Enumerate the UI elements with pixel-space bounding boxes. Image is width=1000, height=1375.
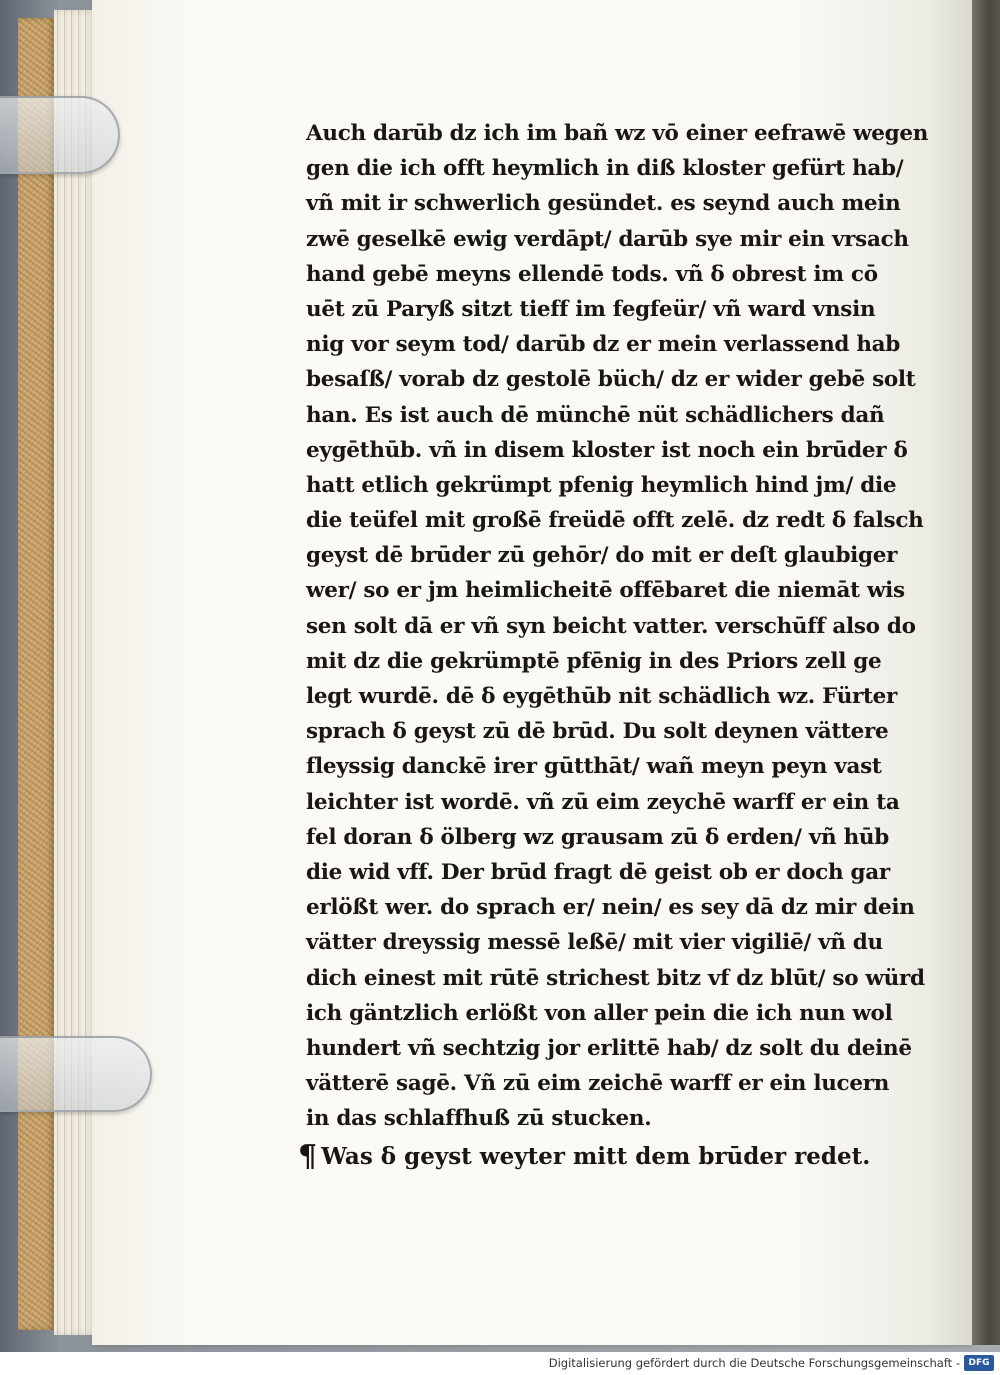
text-block xyxy=(298,116,929,1176)
cardboard-binding xyxy=(18,18,56,1330)
footer-credit: Digitalisierung gefördert durch die Deutsche Forschungsgemeinschaft - xyxy=(548,1356,960,1370)
text-line: fleyssig danckē irer gūtthāt/ wañ meyn peyn vast xyxy=(306,754,882,780)
text-line: eygēthūb. vñ in disem kloster ist noch ein brūder ẟ xyxy=(306,437,908,463)
book-gutter xyxy=(972,0,1000,1345)
text-line: gen die ich offt heymlich in diß kloster gefürt hab/ xyxy=(306,156,904,182)
text-line: dich einest mit rūtē strichest bitz vf dz blūt/ so würd xyxy=(306,965,925,991)
text-line: geyst dē brūder zū gehōr/ do mit er deſt glaubiger xyxy=(306,543,898,569)
page-clip-bottom xyxy=(0,1036,152,1112)
dfg-logo: DFG xyxy=(964,1355,994,1371)
text-line: nig vor seym tod/ darūb dz er mein verlassend hab xyxy=(306,332,901,358)
text-line: besaſß/ vorab dz gestolē büch/ dz er wider gebē solt xyxy=(306,367,916,393)
text-line: wer/ so er jm heimlicheitē offēbaret die niemāt wis xyxy=(306,578,905,604)
text-line: die wid vff. Der brūd fragt dē geist ob er doch gar xyxy=(306,859,890,885)
section-heading-text: Was ẟ geyst weyter mitt dem brūder redet. xyxy=(321,1143,871,1171)
text-line: Auch darūb dz ich im bañ wz vō einer eefrawē wegen xyxy=(306,121,929,146)
text-line: zwē geselkē ewig verdāpt/ darūb sye mir ein vrsach xyxy=(306,226,909,252)
pilcrow-icon: ¶ xyxy=(298,1139,318,1175)
text-line: vätterē sagē. Vñ zū eim zeichē warff er ein lucern xyxy=(306,1071,890,1097)
text-line: vätter dreyssig messē leßē/ mit vier vigiliē/ vñ du xyxy=(306,930,883,956)
text-line: han. Es ist auch dē münchē nüt schädlichers dañ xyxy=(306,402,885,428)
section-heading xyxy=(298,1138,918,1176)
text-line: sen solt dā er vñ syn beicht vatter. verschūff also do xyxy=(306,613,916,639)
text-line: legt wurdē. dē ẟ eygēthūb nit schädlich wz. Fürter xyxy=(306,684,898,709)
text-line: in das schlaffhuß zū stucken. xyxy=(306,1106,652,1132)
page-clip-top xyxy=(0,96,120,174)
text-line: hatt etlich gekrümpt pfenig heymlich hind jm/ die xyxy=(306,472,897,498)
footer-bar xyxy=(0,1352,1000,1375)
text-line: hand gebē meyns ellendē tods. vñ ẟ obrest im cō xyxy=(306,261,878,287)
text-line: fel doran ẟ ölberg wz grausam zū ẟ erden/ vñ hūb xyxy=(306,824,889,850)
text-line: leichter ist wordē. vñ zū eim zeychē warff er ein ta xyxy=(306,789,900,815)
text-line: hundert vñ sechtzig jor erlittē hab/ dz solt du deinē xyxy=(306,1035,912,1061)
text-line: ich gäntzlich erlößt von aller pein die ich nun wol xyxy=(306,1000,893,1026)
text-line: mit dz die gekrümptē pfēnig in des Priors zell ge xyxy=(306,648,882,674)
text-line: sprach ẟ geyst zū dē brūd. Du solt deynen vättere xyxy=(306,719,889,745)
text-line: vñ mit ir schwerlich gesündet. es seynd auch mein xyxy=(306,191,901,217)
text-line: uēt zū Paryß sitzt tieff im fegfeür/ vñ ward vnsin xyxy=(306,296,876,322)
text-line: die teüfel mit großē freüdē offt zelē. dz redt ẟ falsch xyxy=(306,508,924,534)
text-line: erlößt wer. do sprach er/ nein/ es sey dā dz mir dein xyxy=(306,895,915,921)
